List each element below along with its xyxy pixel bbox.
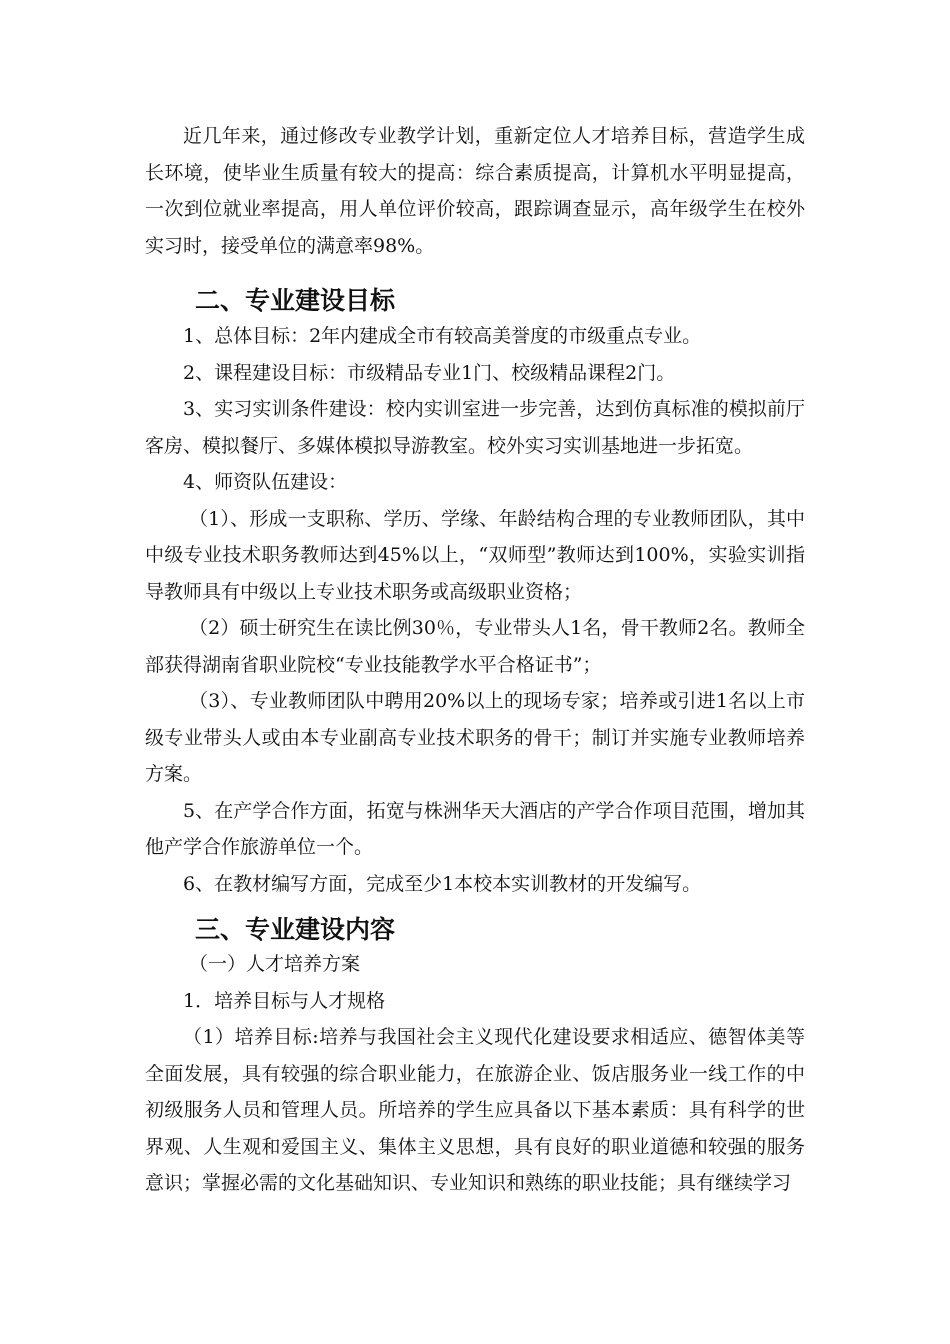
training-goal-paragraph: （1）培养目标:培养与我国社会主义现代化建设要求相适应、德智体美等全面发展，具有较强的综合职业能力，在旅游企业、饭店服务业一线工作的中初级服务人员和管理人员。所培养的学生应具备以下基本素质：具有科学的世界观、人生观和爱国主义、集体主义思想，具有良好的职业道德和较强的服务意识；掌握必需的文化基础知识、专业知识和熟练的职业技能；具有继续学习 <box>145 1026 805 1194</box>
goal-item-textbooks: 6、在教材编写方面，完成至少1本校本实训教材的开发编写。 <box>183 872 702 895</box>
intro-block <box>145 118 805 264</box>
subheading-talent-plan: （一）人才培养方案 <box>189 953 361 975</box>
faculty-subitem-2: （2）硕士研究生在读比例30％，专业带头人1名，骨干教师2名。教师全部获得湖南省职业院校“专业技能教学水平合格证书”； <box>145 617 805 676</box>
goal-item-cooperation: 5、在产学合作方面，拓宽与株洲华天大酒店的产学合作项目范围，增加其他产学合作旅游单位一个。 <box>145 799 805 858</box>
goal-item-overall: 1、总体目标：2年内建成全市有较高美誉度的市级重点专业。 <box>183 325 702 347</box>
goal-item-faculty: 4、师资队伍建设： <box>183 471 348 493</box>
intro-paragraph: 近几年来，通过修改专业教学计划，重新定位人才培养目标，营造学生成长环境，使毕业生质量有较大的提高：综合素质提高，计算机水平明显提高，一次到位就业率提高，用人单位评价较高，跟踪调查显示，高年级学生在校外实习时，接受单位的满意率98%。 <box>145 125 805 257</box>
section-3-body <box>145 946 805 1202</box>
section-heading-content: 三、专业建设内容 <box>195 915 396 944</box>
goal-item-courses: 2、课程建设目标：市级精品专业1门、校级精品课程2门。 <box>183 361 676 384</box>
section-2-body <box>145 318 805 902</box>
section-heading-goals: 二、专业建设目标 <box>195 286 396 315</box>
faculty-subitem-1: （1）、形成一支职称、学历、学缘、年龄结构合理的专业教师团队，其中中级专业技术职务教师达到45%以上，“双师型”教师达到100%，实验实训指导教师具有中级以上专业技术职务或高级职业资格； <box>145 507 805 603</box>
goal-item-training-conditions: 3、实习实训条件建设：校内实训室进一步完善，达到仿真标准的模拟前厅客房、模拟餐厅、多媒体模拟导游教室。校外实习实训基地进一步拓宽。 <box>145 398 805 457</box>
subheading-goals-and-specs: 1．培养目标与人才规格 <box>183 989 386 1012</box>
faculty-subitem-3: （3）、专业教师团队中聘用20%以上的现场专家；培养或引进1名以上市级专业带头人或由本专业副高专业技术职务的骨干；制订并实施专业教师培养方案。 <box>145 690 805 785</box>
